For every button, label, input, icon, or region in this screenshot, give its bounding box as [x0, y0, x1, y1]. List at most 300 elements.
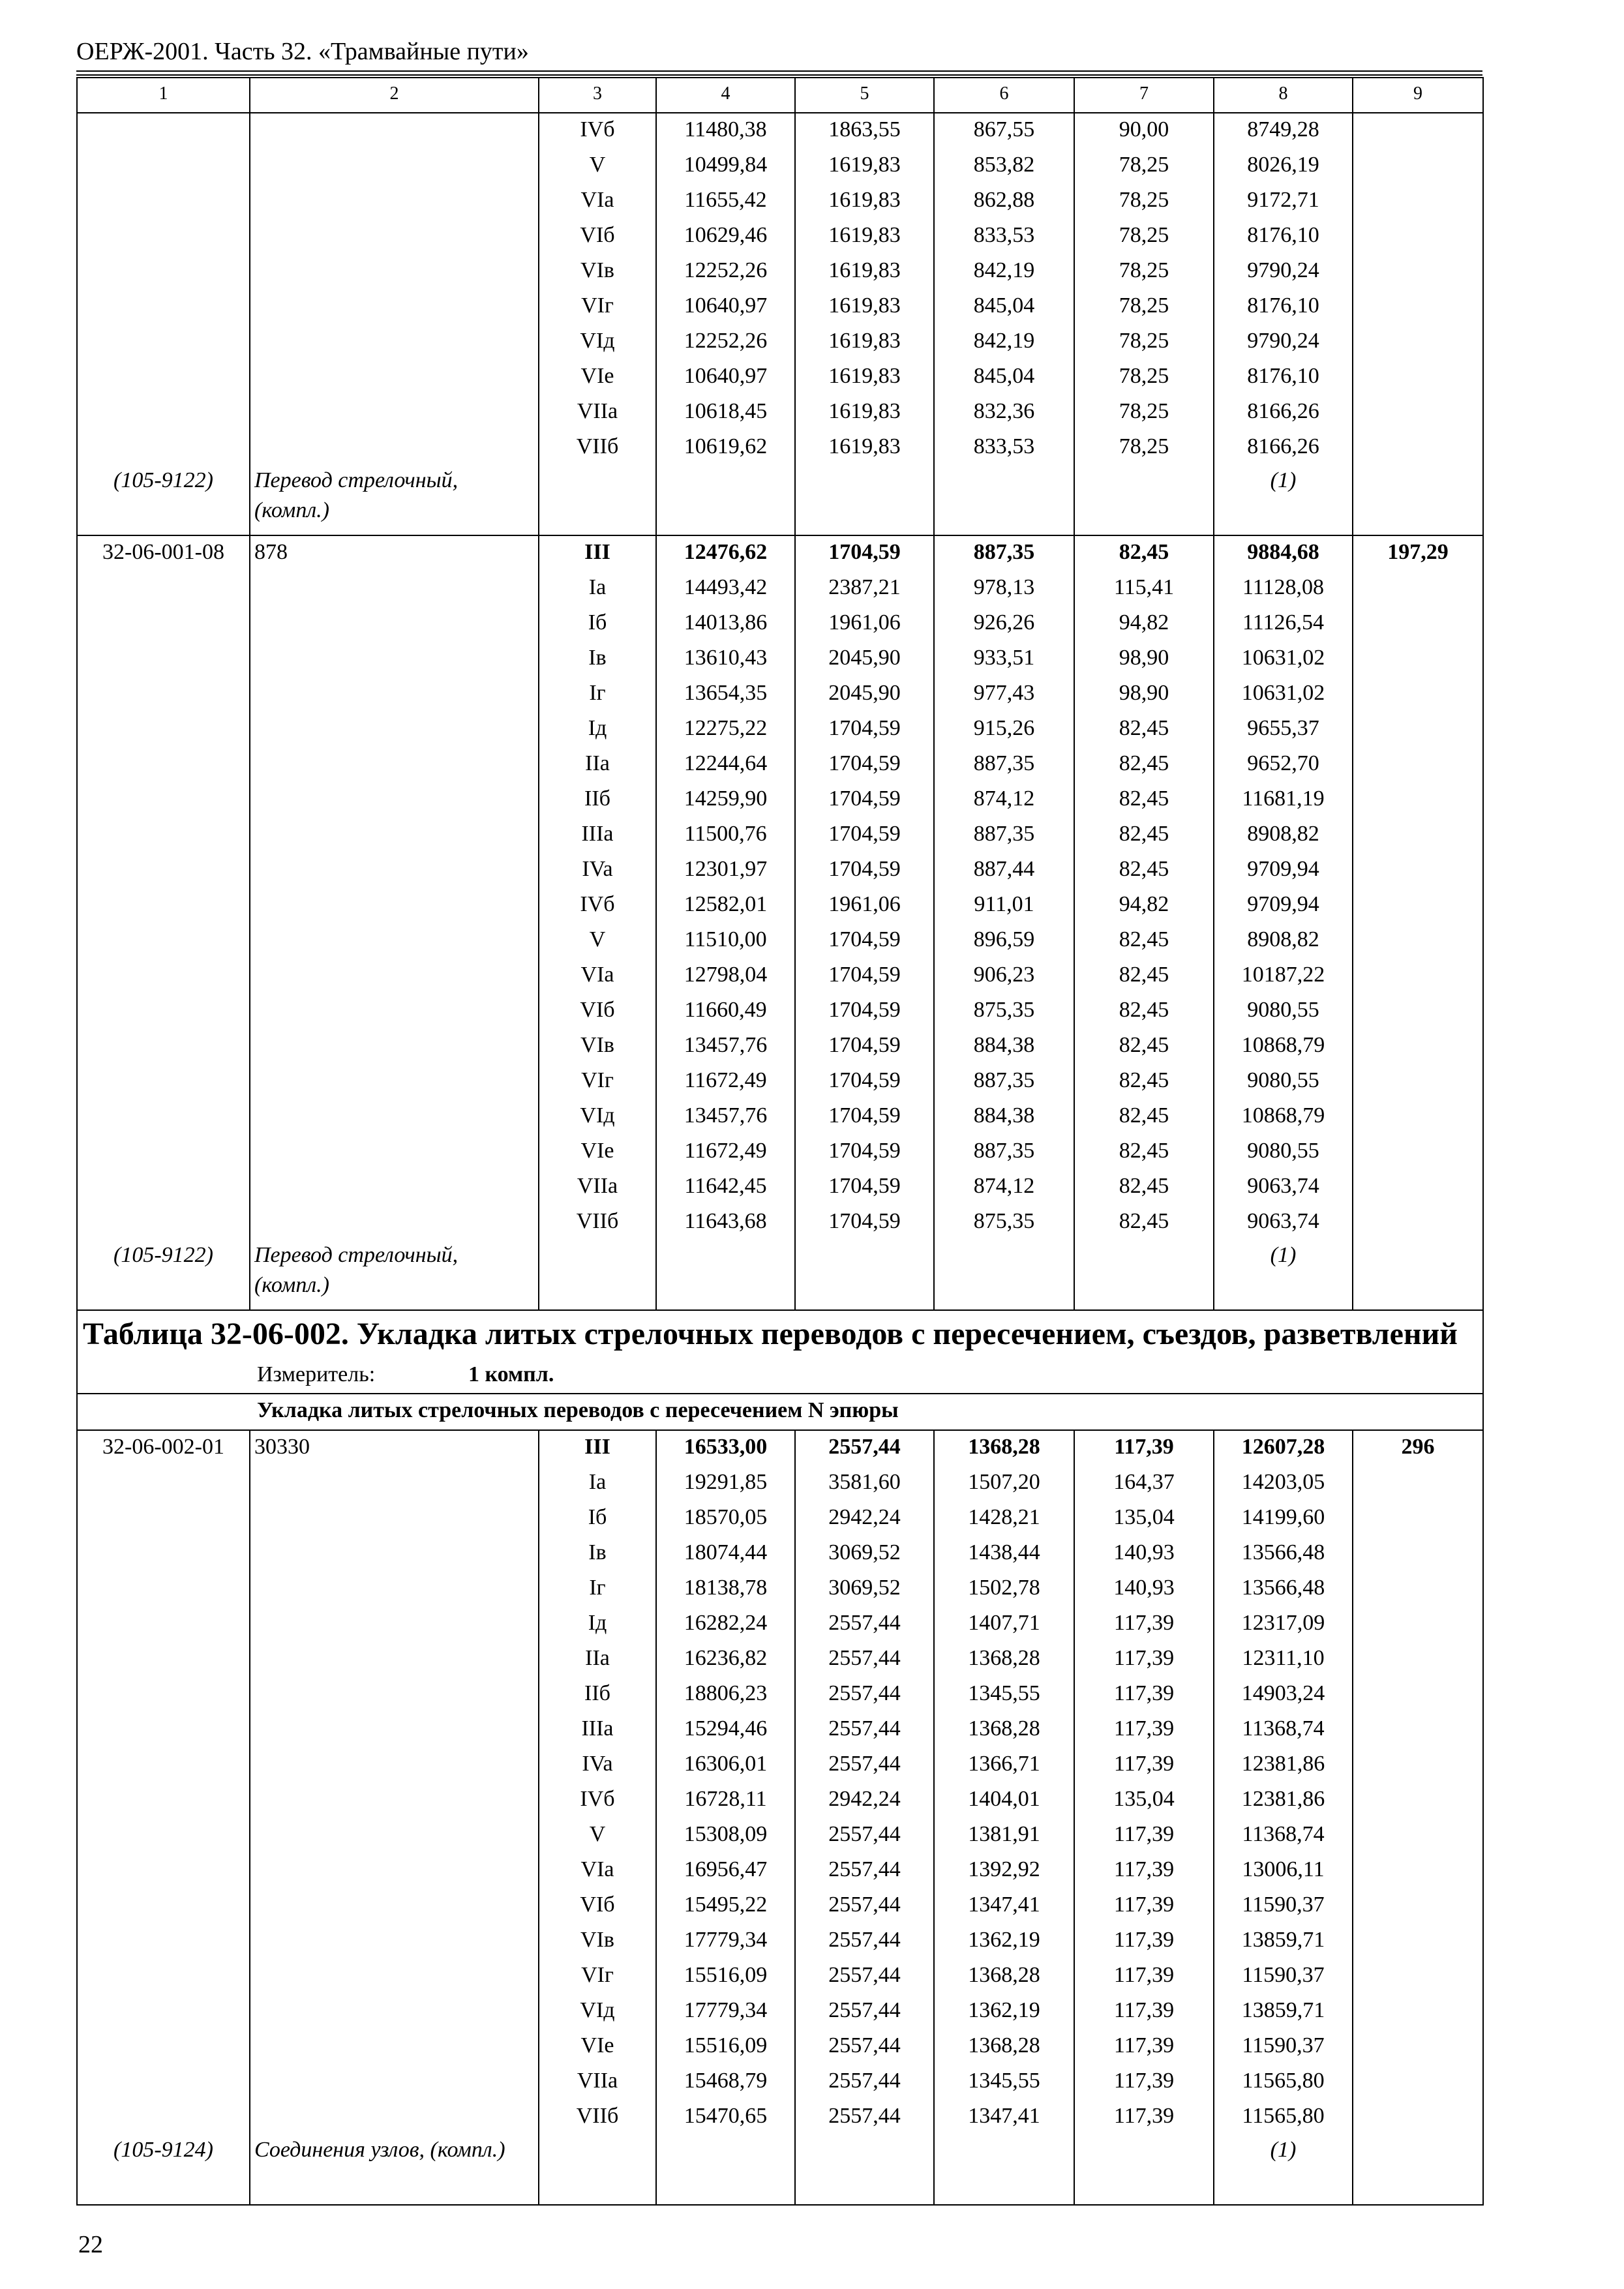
code-cell [77, 2065, 250, 2100]
value-cell: 12317,09 [1214, 1607, 1353, 1642]
zone-cell: VIIб [539, 2100, 656, 2135]
code-cell [77, 1713, 250, 1748]
unit-cell [250, 1205, 539, 1240]
value-cell: 2942,24 [795, 1501, 934, 1536]
zone-cell: III [539, 535, 656, 571]
value-cell: 842,19 [934, 254, 1074, 290]
zone-cell: VIв [539, 1924, 656, 1959]
value-cell: 18138,78 [656, 1572, 795, 1607]
value-cell: 117,39 [1074, 1853, 1214, 1889]
code-cell [77, 1170, 250, 1205]
value-cell: 867,55 [934, 113, 1074, 149]
value-cell: 1619,83 [795, 360, 934, 395]
zone-cell: VIд [539, 1100, 656, 1135]
value-cell: 8908,82 [1214, 923, 1353, 959]
labor-cell [1353, 571, 1483, 606]
value-cell: 1368,28 [934, 1430, 1074, 1466]
value-cell: 10499,84 [656, 149, 795, 184]
code-cell [77, 1994, 250, 2029]
zone-cell: IIб [539, 1677, 656, 1713]
value-cell: 2557,44 [795, 2100, 934, 2135]
labor-cell [1353, 1029, 1483, 1064]
unit-cell [250, 113, 539, 149]
value-cell: 11565,80 [1214, 2100, 1353, 2135]
value-cell: 11500,76 [656, 818, 795, 853]
unit-cell [250, 1100, 539, 1135]
value-cell: 1507,20 [934, 1466, 1074, 1501]
unit-cell [250, 325, 539, 360]
unit-cell [250, 1924, 539, 1959]
labor-cell [1353, 395, 1483, 430]
value-cell: 9080,55 [1214, 1135, 1353, 1170]
labor-cell [1353, 1748, 1483, 1783]
value-cell: 832,36 [934, 395, 1074, 430]
value-cell: 1619,83 [795, 430, 934, 466]
code-cell [77, 677, 250, 712]
zone-cell: IVa [539, 853, 656, 888]
value-cell: 12476,62 [656, 535, 795, 571]
table-row [77, 113, 1483, 149]
value-cell: 117,39 [1074, 1607, 1214, 1642]
zone-cell: IIa [539, 1642, 656, 1677]
value-cell: 9884,68 [1214, 535, 1353, 571]
table-row [77, 1205, 1483, 1240]
code-cell [77, 1853, 250, 1889]
value-cell: 13654,35 [656, 677, 795, 712]
code-cell [77, 1677, 250, 1713]
page-header-title: ОЕРЖ-2001. Часть 32. «Трамвайные пути» [76, 38, 529, 65]
value-cell: 15495,22 [656, 1889, 795, 1924]
code-cell [77, 1205, 250, 1240]
header-rule-top [76, 70, 1482, 72]
table-row [77, 818, 1483, 853]
empty-cell [539, 2135, 656, 2205]
value-cell: 82,45 [1074, 747, 1214, 783]
value-cell: 2557,44 [795, 1748, 934, 1783]
zone-cell: VIIa [539, 2065, 656, 2100]
unit-cell [250, 994, 539, 1029]
zone-cell: VIв [539, 254, 656, 290]
value-cell: 94,82 [1074, 606, 1214, 642]
zone-cell: VIг [539, 290, 656, 325]
code-cell [77, 1748, 250, 1783]
table-row [77, 1430, 1483, 1466]
value-cell: 1345,55 [934, 1677, 1074, 1713]
value-cell: 2387,21 [795, 571, 934, 606]
value-cell: 13006,11 [1214, 1853, 1353, 1889]
value-cell: 11660,49 [656, 994, 795, 1029]
code-cell [77, 219, 250, 254]
value-cell: 14199,60 [1214, 1501, 1353, 1536]
zone-cell: V [539, 149, 656, 184]
zone-cell: VIe [539, 2029, 656, 2065]
value-cell: 845,04 [934, 290, 1074, 325]
value-cell: 10640,97 [656, 360, 795, 395]
table-row [77, 642, 1483, 677]
value-cell: 887,35 [934, 1064, 1074, 1100]
value-cell: 98,90 [1074, 642, 1214, 677]
value-cell: 82,45 [1074, 959, 1214, 994]
value-cell: 98,90 [1074, 677, 1214, 712]
value-cell: 11590,37 [1214, 1959, 1353, 1994]
meter-label: Измеритель: [257, 1362, 376, 1386]
value-cell: 1704,59 [795, 1170, 934, 1205]
value-cell: 13859,71 [1214, 1924, 1353, 1959]
value-cell: 2557,44 [795, 1853, 934, 1889]
labor-cell [1353, 783, 1483, 818]
table-row [77, 254, 1483, 290]
unit-cell [250, 1853, 539, 1889]
value-cell: 1619,83 [795, 325, 934, 360]
table-row [77, 1135, 1483, 1170]
resource-desc: Перевод стрелочный, (компл.) [250, 1240, 539, 1310]
unit-cell [250, 219, 539, 254]
value-cell: 11672,49 [656, 1064, 795, 1100]
value-cell: 1362,19 [934, 1994, 1074, 2029]
unit-cell [250, 1572, 539, 1607]
value-cell: 9080,55 [1214, 994, 1353, 1029]
code-cell [77, 923, 250, 959]
value-cell: 875,35 [934, 1205, 1074, 1240]
value-cell: 117,39 [1074, 2100, 1214, 2135]
value-cell: 18074,44 [656, 1536, 795, 1572]
table-row [77, 1889, 1483, 1924]
header-rule-bottom [76, 74, 1482, 76]
labor-cell [1353, 2029, 1483, 2065]
value-cell: 10619,62 [656, 430, 795, 466]
value-cell: 9655,37 [1214, 712, 1353, 747]
empty-cell [1353, 2135, 1483, 2205]
value-cell: 10631,02 [1214, 677, 1353, 712]
zone-cell: VIa [539, 184, 656, 219]
value-cell: 1704,59 [795, 994, 934, 1029]
subheading: Укладка литых стрелочных переводов с пересечением N эпюры [77, 1394, 1483, 1430]
table-row [77, 783, 1483, 818]
zone-cell: VIб [539, 1889, 656, 1924]
value-cell: 10629,46 [656, 219, 795, 254]
value-cell: 1345,55 [934, 2065, 1074, 2100]
empty-cell [656, 466, 795, 535]
table-row [77, 1959, 1483, 1994]
value-cell: 12798,04 [656, 959, 795, 994]
table-row [77, 571, 1483, 606]
value-cell: 1381,91 [934, 1818, 1074, 1853]
labor-cell [1353, 360, 1483, 395]
value-cell: 1863,55 [795, 113, 934, 149]
labor-cell [1353, 184, 1483, 219]
labor-cell [1353, 113, 1483, 149]
value-cell: 94,82 [1074, 888, 1214, 923]
value-cell: 1407,71 [934, 1607, 1074, 1642]
table-row [77, 1677, 1483, 1713]
unit-cell [250, 1170, 539, 1205]
value-cell: 1368,28 [934, 1713, 1074, 1748]
code-cell [77, 1783, 250, 1818]
unit-cell: 878 [250, 535, 539, 571]
value-cell: 18806,23 [656, 1677, 795, 1713]
value-cell: 16306,01 [656, 1748, 795, 1783]
labor-cell [1353, 1170, 1483, 1205]
zone-cell: IIa [539, 747, 656, 783]
value-cell: 1704,59 [795, 959, 934, 994]
value-cell: 2557,44 [795, 2029, 934, 2065]
value-cell: 911,01 [934, 888, 1074, 923]
labor-cell [1353, 149, 1483, 184]
value-cell: 9790,24 [1214, 325, 1353, 360]
page-number: 22 [78, 2231, 103, 2258]
value-cell: 82,45 [1074, 1064, 1214, 1100]
zone-cell: Iв [539, 642, 656, 677]
value-cell: 915,26 [934, 712, 1074, 747]
zone-cell: VIe [539, 1135, 656, 1170]
unit-cell [250, 2065, 539, 2100]
value-cell: 884,38 [934, 1029, 1074, 1064]
value-cell: 8908,82 [1214, 818, 1353, 853]
value-cell: 1704,59 [795, 923, 934, 959]
table-row [77, 395, 1483, 430]
code-cell [77, 395, 250, 430]
labor-cell [1353, 994, 1483, 1029]
value-cell: 12582,01 [656, 888, 795, 923]
table-row [77, 2065, 1483, 2100]
labor-cell [1353, 642, 1483, 677]
value-cell: 853,82 [934, 149, 1074, 184]
value-cell: 2557,44 [795, 1994, 934, 2029]
value-cell: 78,25 [1074, 325, 1214, 360]
value-cell: 1704,59 [795, 818, 934, 853]
column-number-cell: 6 [934, 78, 1074, 113]
code-cell [77, 747, 250, 783]
labor-cell [1353, 430, 1483, 466]
labor-cell [1353, 818, 1483, 853]
table-row [77, 535, 1483, 571]
value-cell: 862,88 [934, 184, 1074, 219]
code-cell [77, 1572, 250, 1607]
table-row [77, 219, 1483, 254]
table-row [77, 184, 1483, 219]
code-cell [77, 1607, 250, 1642]
labor-cell [1353, 712, 1483, 747]
unit-cell [250, 1135, 539, 1170]
value-cell: 15516,09 [656, 2029, 795, 2065]
unit-cell [250, 290, 539, 325]
labor-cell [1353, 1853, 1483, 1889]
value-cell: 12381,86 [1214, 1748, 1353, 1783]
code-cell: 32-06-002-01 [77, 1430, 250, 1466]
unit-cell [250, 1466, 539, 1501]
zone-cell: VIб [539, 994, 656, 1029]
value-cell: 117,39 [1074, 1959, 1214, 1994]
value-cell: 1362,19 [934, 1924, 1074, 1959]
value-cell: 1704,59 [795, 712, 934, 747]
value-cell: 8749,28 [1214, 113, 1353, 149]
unit-cell [250, 1536, 539, 1572]
labor-cell [1353, 1783, 1483, 1818]
zone-cell: IVa [539, 1748, 656, 1783]
unit-cell [250, 184, 539, 219]
resource-footer-row [77, 2135, 1483, 2205]
value-cell: 2557,44 [795, 1642, 934, 1677]
value-cell: 90,00 [1074, 113, 1214, 149]
value-cell: 12275,22 [656, 712, 795, 747]
empty-cell [795, 466, 934, 535]
value-cell: 1619,83 [795, 395, 934, 430]
table-row [77, 677, 1483, 712]
labor-cell [1353, 1889, 1483, 1924]
subheading-row [77, 1394, 1483, 1430]
value-cell: 12252,26 [656, 325, 795, 360]
value-cell: 82,45 [1074, 818, 1214, 853]
value-cell: 2557,44 [795, 1677, 934, 1713]
value-cell: 82,45 [1074, 1170, 1214, 1205]
value-cell: 1704,59 [795, 747, 934, 783]
table-title-cell [77, 1310, 1483, 1394]
unit-cell [250, 1029, 539, 1064]
unit-cell [250, 1713, 539, 1748]
code-cell [77, 1889, 250, 1924]
zone-cell: IIб [539, 783, 656, 818]
value-cell: 16236,82 [656, 1642, 795, 1677]
unit-cell [250, 677, 539, 712]
value-cell: 1704,59 [795, 535, 934, 571]
empty-cell [934, 2135, 1074, 2205]
table-row [77, 1642, 1483, 1677]
unit-cell [250, 1607, 539, 1642]
value-cell: 78,25 [1074, 290, 1214, 325]
value-cell: 977,43 [934, 677, 1074, 712]
value-cell: 9790,24 [1214, 254, 1353, 290]
zone-cell: Iб [539, 606, 656, 642]
column-number-cell: 5 [795, 78, 934, 113]
table-row [77, 2029, 1483, 2065]
labor-cell [1353, 959, 1483, 994]
value-cell: 1392,92 [934, 1853, 1074, 1889]
labor-cell [1353, 1642, 1483, 1677]
empty-cell [1353, 466, 1483, 535]
labor-cell [1353, 1713, 1483, 1748]
unit-cell [250, 818, 539, 853]
value-cell: 9709,94 [1214, 853, 1353, 888]
labor-cell [1353, 2065, 1483, 2100]
column-number-cell: 3 [539, 78, 656, 113]
code-cell [77, 888, 250, 923]
empty-cell [656, 2135, 795, 2205]
value-cell: 16533,00 [656, 1430, 795, 1466]
labor-cell [1353, 2100, 1483, 2135]
value-cell: 13457,76 [656, 1100, 795, 1135]
code-cell [77, 959, 250, 994]
column-number-row [77, 78, 1483, 113]
code-cell [77, 1924, 250, 1959]
value-cell: 117,39 [1074, 1642, 1214, 1677]
column-number-cell: 4 [656, 78, 795, 113]
value-cell: 2942,24 [795, 1783, 934, 1818]
meter-line [83, 1359, 1477, 1390]
zone-cell: Ia [539, 571, 656, 606]
table-row [77, 888, 1483, 923]
value-cell: 833,53 [934, 430, 1074, 466]
table-row [77, 747, 1483, 783]
code-cell [77, 1100, 250, 1135]
unit-cell [250, 254, 539, 290]
price-table [76, 77, 1484, 2206]
resource-qty: (1) [1214, 466, 1353, 535]
value-cell: 8166,26 [1214, 395, 1353, 430]
labor-cell [1353, 747, 1483, 783]
value-cell: 82,45 [1074, 712, 1214, 747]
empty-cell [795, 1240, 934, 1310]
value-cell: 13457,76 [656, 1029, 795, 1064]
meter-value: 1 компл. [468, 1362, 554, 1386]
labor-cell [1353, 325, 1483, 360]
value-cell: 117,39 [1074, 1924, 1214, 1959]
value-cell: 884,38 [934, 1100, 1074, 1135]
code-cell [77, 149, 250, 184]
column-number-cell: 1 [77, 78, 250, 113]
value-cell: 2557,44 [795, 1818, 934, 1853]
value-cell: 14493,42 [656, 571, 795, 606]
value-cell: 12252,26 [656, 254, 795, 290]
code-cell [77, 606, 250, 642]
labor-cell [1353, 1536, 1483, 1572]
labor-cell [1353, 677, 1483, 712]
zone-cell: IIIa [539, 1713, 656, 1748]
column-number-cell: 8 [1214, 78, 1353, 113]
zone-cell: Iд [539, 712, 656, 747]
labor-cell [1353, 1924, 1483, 1959]
value-cell: 14203,05 [1214, 1466, 1353, 1501]
labor-cell [1353, 888, 1483, 923]
value-cell: 11681,19 [1214, 783, 1353, 818]
column-number-cell: 9 [1353, 78, 1483, 113]
value-cell: 117,39 [1074, 1818, 1214, 1853]
value-cell: 1704,59 [795, 1135, 934, 1170]
unit-cell [250, 1994, 539, 2029]
table-row [77, 959, 1483, 994]
value-cell: 117,39 [1074, 1994, 1214, 2029]
value-cell: 1347,41 [934, 1889, 1074, 1924]
value-cell: 887,35 [934, 747, 1074, 783]
unit-cell [250, 1818, 539, 1853]
value-cell: 15516,09 [656, 1959, 795, 1994]
code-cell [77, 712, 250, 747]
value-cell: 140,93 [1074, 1536, 1214, 1572]
zone-cell: VIг [539, 1959, 656, 1994]
value-cell: 2557,44 [795, 1607, 934, 1642]
zone-cell: VIб [539, 219, 656, 254]
value-cell: 1404,01 [934, 1783, 1074, 1818]
table-row [77, 149, 1483, 184]
value-cell: 1961,06 [795, 888, 934, 923]
table-row [77, 290, 1483, 325]
labor-cell [1353, 254, 1483, 290]
value-cell: 1347,41 [934, 2100, 1074, 2135]
unit-cell [250, 2100, 539, 2135]
table-row [77, 325, 1483, 360]
unit-cell [250, 1748, 539, 1783]
zone-cell: VIIб [539, 430, 656, 466]
code-cell [77, 325, 250, 360]
code-cell [77, 1064, 250, 1100]
value-cell: 11590,37 [1214, 1889, 1353, 1924]
zone-cell: VIa [539, 1853, 656, 1889]
value-cell: 1502,78 [934, 1572, 1074, 1607]
labor-cell [1353, 1205, 1483, 1240]
value-cell: 17779,34 [656, 1994, 795, 2029]
value-cell: 9709,94 [1214, 888, 1353, 923]
table-row [77, 1536, 1483, 1572]
table-row [77, 1994, 1483, 2029]
